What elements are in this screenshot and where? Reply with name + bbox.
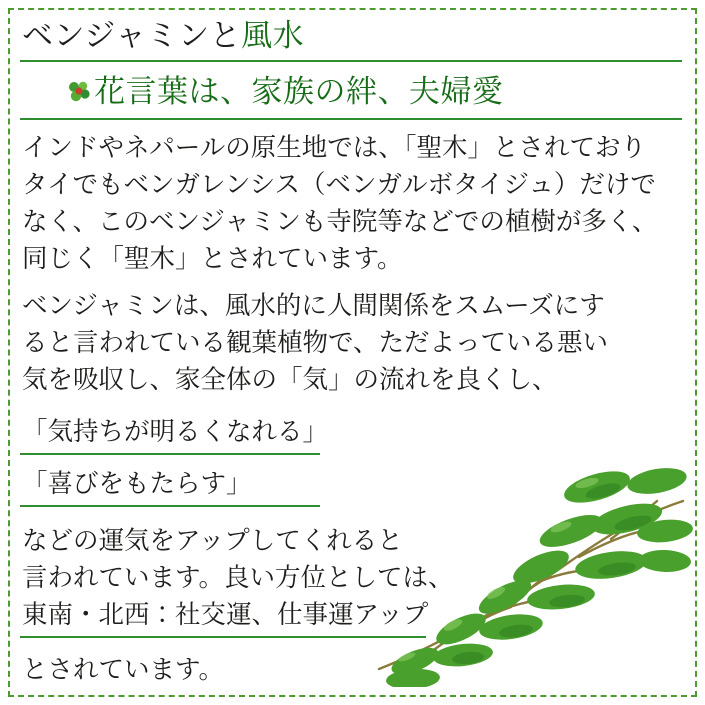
spacer	[22, 399, 687, 413]
subtitle: 花言葉は、家族の絆、夫婦愛	[94, 74, 504, 110]
paragraph-fengshui	[22, 288, 687, 399]
document-content	[22, 14, 687, 695]
paragraph-line: 言われています。良い方位としては、	[22, 563, 454, 593]
spacer	[22, 455, 687, 465]
quote-brighter-mood: 「気持ちが明るくなれる」	[22, 417, 329, 447]
page-title	[22, 18, 304, 54]
paragraph-line: 気を吸収し、家全体の「気」の流れを良くし、	[22, 365, 558, 395]
closing-final-line: とされています。	[22, 655, 224, 685]
quote-brings-joy: 「喜びをもたらす」	[22, 469, 252, 499]
paragraph-line: ると言われている観葉植物で、ただよっている悪い	[22, 328, 608, 358]
paragraph-line: なく、このベンジャミンも寺院等などでの植樹が多く、	[22, 207, 658, 237]
paragraph-line: 同じく「聖木」とされています。	[22, 244, 403, 274]
paragraph-origin	[22, 130, 687, 278]
title-prefix: ベンジャミンと	[22, 18, 242, 54]
paragraph-closing	[22, 523, 687, 634]
paragraph-line: ベンジャミンは、風水的に人間関係をスムーズにす	[22, 291, 605, 321]
title-divider	[20, 60, 682, 62]
paragraph-line: タイでもベンガレンシス（ベンガルボタイジュ）だけで	[22, 170, 656, 200]
title-row	[22, 14, 687, 60]
subtitle-divider	[20, 118, 682, 120]
flower-icon	[66, 80, 92, 106]
paragraph-line: などの運気をアップしてくれると	[22, 526, 403, 556]
spacer	[22, 507, 687, 513]
title-accent: 風水	[241, 18, 305, 54]
paragraph-line: インドやネパールの原生地では、「聖木」とされており	[22, 133, 646, 163]
paragraph-line: 東南・北西：社交運、仕事運アップ	[22, 600, 429, 630]
spacer	[22, 638, 687, 644]
subtitle-row	[22, 68, 687, 116]
